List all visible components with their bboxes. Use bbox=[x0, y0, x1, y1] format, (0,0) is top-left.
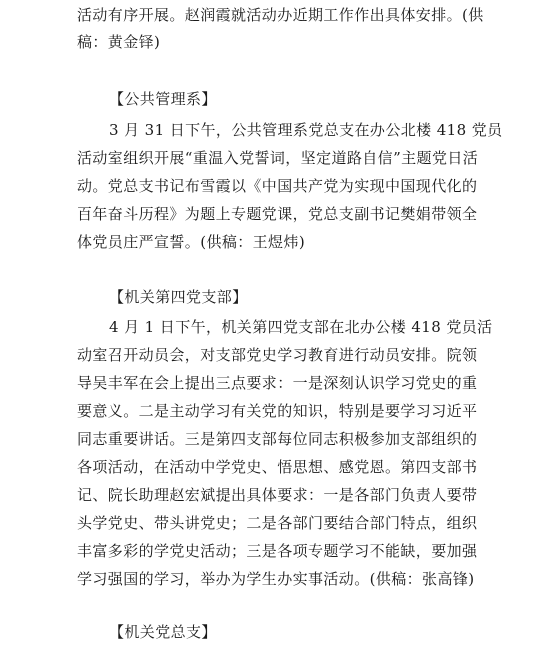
paragraph-line: 动室召开动员会，对支部党史学习教育进行动员安排。院领 bbox=[77, 346, 478, 364]
paragraph-line: 记、院长助理赵宏斌提出具体要求：一是各部门负责人要带 bbox=[77, 486, 478, 504]
paragraph-line: 稿：黄金铎) bbox=[77, 33, 161, 51]
paragraph-line: 体党员庄严宣誓。(供稿：王煜炜) bbox=[77, 233, 306, 251]
paragraph-line: 头学党史、带头讲党史；二是各部门要结合部门特点，组织 bbox=[77, 514, 478, 532]
paragraph-line: 活动有序开展。赵润霞就活动办近期工作作出具体安排。(供 bbox=[77, 6, 484, 24]
section-heading-fourth-branch: 【机关第四党支部】 bbox=[109, 288, 248, 306]
paragraph-line: 同志重要讲话。三是第四支部每位同志积极参加支部组织的 bbox=[77, 430, 478, 448]
section-heading-general-branch: 【机关党总支】 bbox=[109, 623, 217, 641]
paragraph-line: 要意义。二是主动学习有关党的知识，特别是要学习习近平 bbox=[77, 402, 478, 420]
paragraph-line: 各项活动，在活动中学党史、悟思想、感党恩。第四支部书 bbox=[77, 458, 478, 476]
paragraph-line: 3 月 31 日下午，公共管理系党总支在办公北楼 418 党员 bbox=[109, 121, 503, 139]
paragraph-line: 动。党总支书记布雪霞以《中国共产党为实现中国现代化的 bbox=[77, 177, 478, 195]
paragraph-line: 活动室组织开展“重温入党誓词，坚定道路自信”主题党日活 bbox=[77, 149, 479, 167]
paragraph-line: 丰富多彩的学党史活动；三是各项专题学习不能缺，要加强 bbox=[77, 542, 478, 560]
paragraph-line: 学习强国的学习，举办为学生办实事活动。(供稿：张高锋) bbox=[77, 570, 475, 588]
paragraph-line: 4 月 1 日下午，机关第四党支部在北办公楼 418 党员活 bbox=[109, 318, 493, 336]
section-heading-public-management: 【公共管理系】 bbox=[109, 90, 217, 108]
paragraph-line: 百年奋斗历程》为题上专题党课，党总支副书记樊娟带领全 bbox=[77, 205, 478, 223]
paragraph-line: 导吴丰军在会上提出三点要求：一是深刻认识学习党史的重 bbox=[77, 374, 478, 392]
